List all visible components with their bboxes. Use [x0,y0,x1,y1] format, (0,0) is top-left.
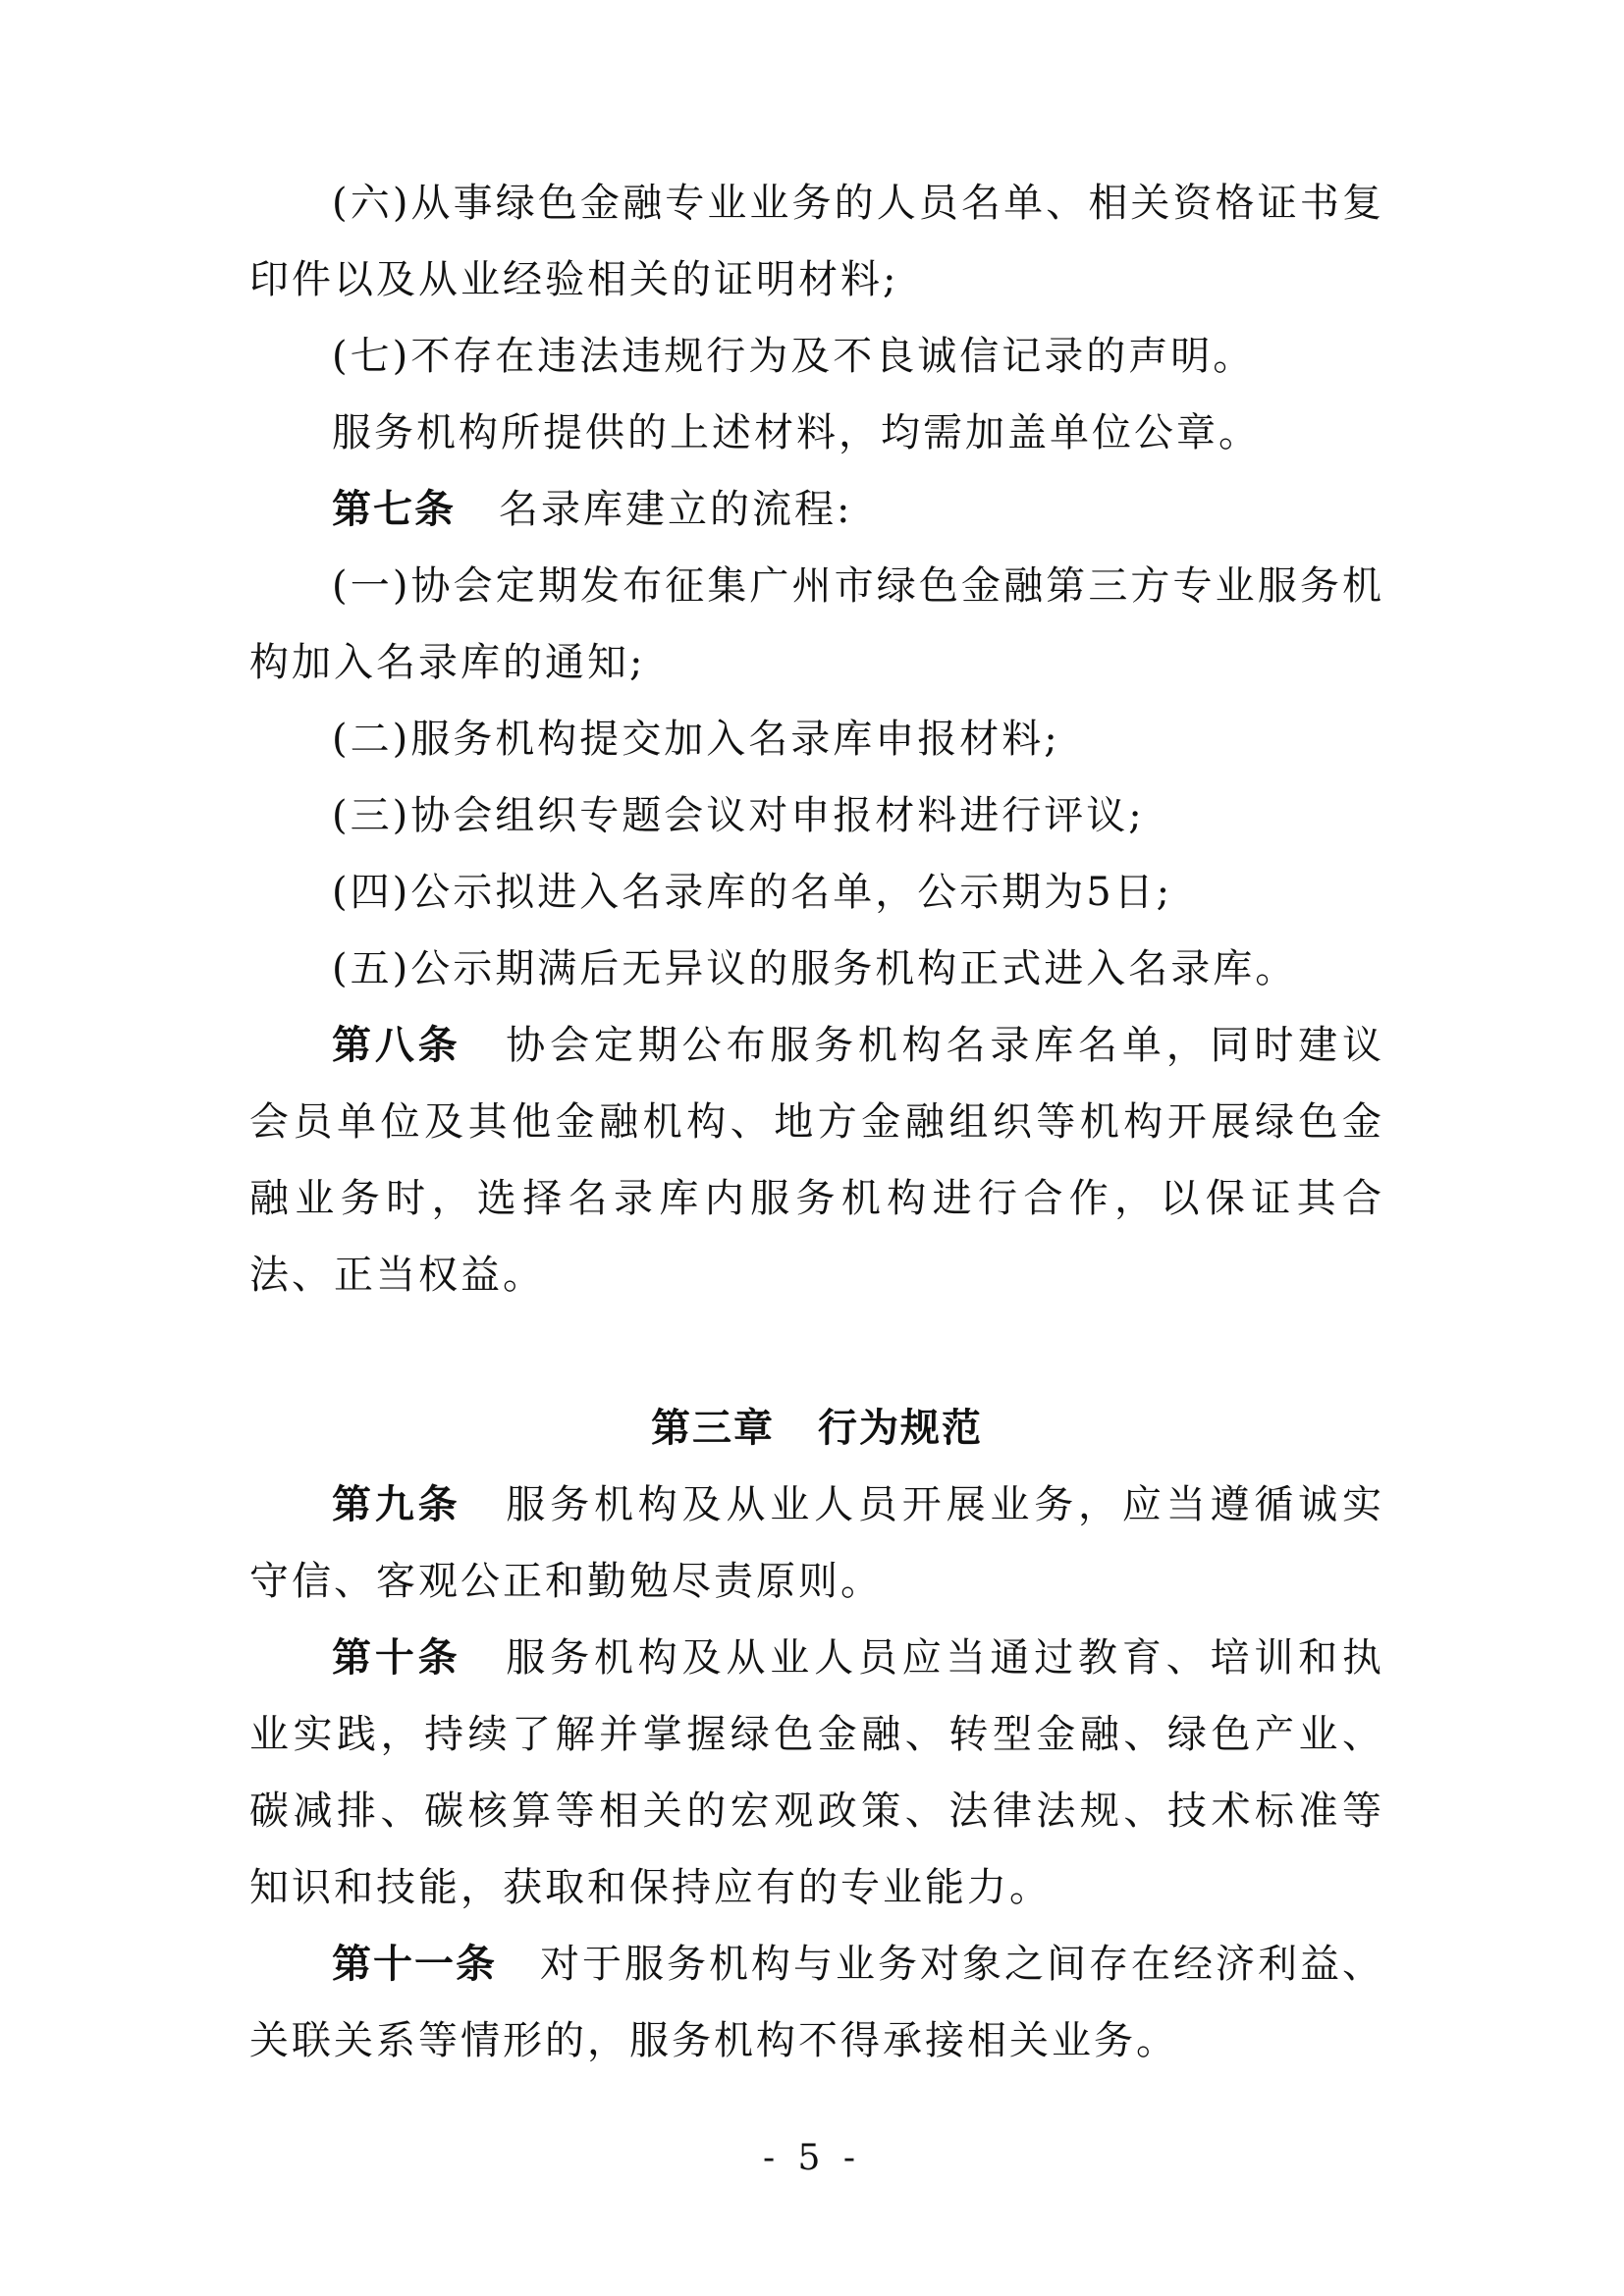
paragraph-text: (一)协会定期发布征集广州市绿色金融第三方专业服务机构加入名录库的通知; [249,563,1384,685]
body-text [249,165,1384,2079]
paragraph-text: (三)协会组织专题会议对申报材料进行评议; [332,793,1145,838]
article-10 [249,1620,1384,1926]
article-heading: 第七条 [332,487,456,532]
paragraph-text: (五)公示期满后无异议的服务机构正式进入名录库。 [332,946,1298,991]
chapter-heading [249,1390,1384,1467]
article-text: 名录库建立的流程: [499,487,853,532]
paragraph-text: (二)服务机构提交加入名录库申报材料; [332,717,1060,762]
article-heading: 第十一条 [332,1942,497,1987]
paragraph-item-6 [249,165,1384,318]
article-heading: 第八条 [332,1023,461,1068]
chapter-title: 行为规范 [818,1406,983,1451]
article-text: 服务机构及从业人员开展业务，应当遵循诚实守信、客观公正和勤勉尽责原则。 [249,1482,1385,1604]
article-8 [249,1007,1384,1313]
paragraph-text: (七)不存在违法违规行为及不良诚信记录的声明。 [332,334,1256,379]
article-7 [249,471,1384,548]
paragraph-item-7 [249,318,1384,395]
paragraph-text: (六)从事绿色金融专业业务的人员名单、相关资格证书复印件以及从业经验相关的证明材料; [249,181,1384,302]
paragraph-step-2 [249,701,1384,777]
paragraph-step-5 [249,931,1384,1007]
article-heading: 第十条 [332,1635,461,1681]
page-number: - 5 - [762,2138,862,2178]
article-heading: 第九条 [332,1482,461,1527]
paragraph-step-1 [249,548,1384,701]
chapter-number: 第三章 [651,1406,775,1451]
article-text: 服务机构及从业人员应当通过教育、培训和执业实践，持续了解并掌握绿色金融、转型金融、绿色产业、碳减排、碳核算等相关的宏观政策、法律法规、技术标准等知识和技能，获取和保持应有的专业能力。 [249,1635,1385,1910]
paragraph-step-3 [249,777,1384,854]
paragraph-seal-note [249,395,1384,471]
paragraph-text: 服务机构所提供的上述材料，均需加盖单位公章。 [332,410,1261,455]
paragraph-text: (四)公示拟进入名录库的名单，公示期为5日; [332,870,1173,915]
paragraph-step-4 [249,854,1384,931]
article-text: 对于服务机构与业务对象之间存在经济利益、关联关系等情形的，服务机构不得承接相关业务。 [249,1942,1384,2063]
article-9 [249,1467,1384,1620]
article-11 [249,1926,1384,2079]
article-text: 协会定期公布服务机构名录库名单，同时建议会员单位及其他金融机构、地方金融组织等机构开展绿色金融业务时，选择名录库内服务机构进行合作，以保证其合法、正当权益。 [249,1023,1385,1298]
